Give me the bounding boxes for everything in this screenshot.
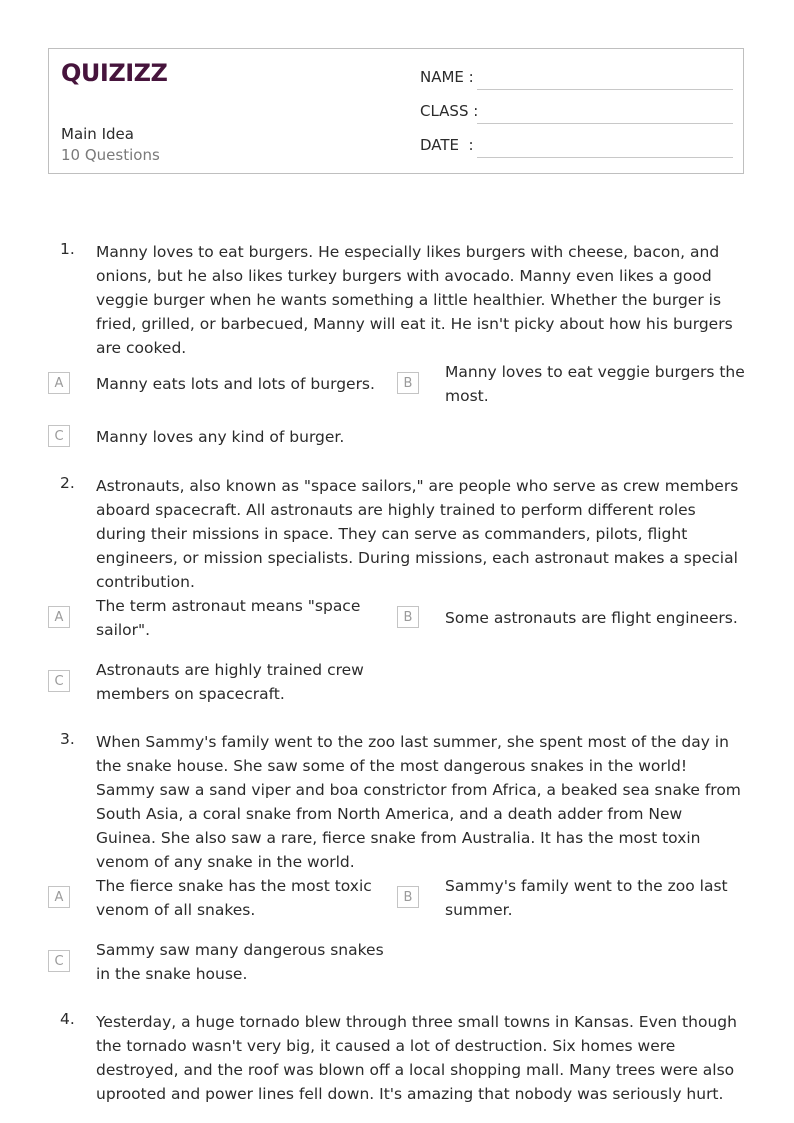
question-number: 1. xyxy=(60,240,75,258)
question-text: Astronauts, also known as "space sailors," are people who serve as crew members aboard spacecraft. All astronauts are highly trained to perform different roles during their missions in space. They can serve as commanders, pilots, flight engineers, or mission specialists. During missions, each astronaut makes a special contribution. xyxy=(96,477,739,591)
date-label: DATE : xyxy=(420,136,474,154)
option-b-text[interactable]: Manny loves to eat veggie burgers the most. xyxy=(445,363,745,405)
question-text: When Sammy's family went to the zoo last summer, she spent most of the day in the snake house. She saw some of the most dangerous snakes in the world! Sammy saw a sand viper and boa constrictor from Africa, a beaked sea snake from South Asia, a coral snake from North America, and a death adder from New Guinea. She also saw a rare, fierce snake from Australia. It has the most toxin venom of any snake in the world. xyxy=(96,733,741,871)
option-a-text[interactable]: The term astronaut means "space sailor". xyxy=(96,597,361,639)
class-label: CLASS : xyxy=(420,102,479,120)
option-c-text[interactable]: Sammy saw many dangerous snakes in the snake house. xyxy=(96,941,384,983)
option-c-box[interactable]: C xyxy=(48,425,70,447)
question-text: Yesterday, a huge tornado blew through three small towns in Kansas. Even though the tornado wasn't very big, it caused a lot of destruction. Six homes were destroyed, and the roof was blown off a local shopping mall. Many trees were also uprooted and power lines fell down. It's amazing that nobody was seriously hurt. xyxy=(96,1013,737,1103)
worksheet-title: Main Idea xyxy=(61,125,134,143)
option-b-text[interactable]: Sammy's family went to the zoo last summer. xyxy=(445,877,728,919)
option-b-box[interactable]: B xyxy=(397,886,419,908)
option-a-box[interactable]: A xyxy=(48,372,70,394)
option-b-box[interactable]: B xyxy=(397,372,419,394)
question-number: 2. xyxy=(60,474,75,492)
option-c-box[interactable]: C xyxy=(48,950,70,972)
class-field[interactable] xyxy=(477,123,733,124)
name-field[interactable] xyxy=(477,89,733,90)
question-count: 10 Questions xyxy=(61,146,160,164)
option-c-text[interactable]: Astronauts are highly trained crew members on spacecraft. xyxy=(96,661,364,703)
option-a-text[interactable]: The fierce snake has the most toxic venom of all snakes. xyxy=(96,877,372,919)
date-field[interactable] xyxy=(477,157,733,158)
quizizz-logo: QUIZIZZ xyxy=(61,59,168,87)
worksheet-header xyxy=(48,48,744,174)
option-c-box[interactable]: C xyxy=(48,670,70,692)
option-a-text[interactable]: Manny eats lots and lots of burgers. xyxy=(96,375,375,393)
option-a-box[interactable]: A xyxy=(48,606,70,628)
question-number: 3. xyxy=(60,730,75,748)
option-a-box[interactable]: A xyxy=(48,886,70,908)
option-b-box[interactable]: B xyxy=(397,606,419,628)
option-b-text[interactable]: Some astronauts are flight engineers. xyxy=(445,609,738,627)
question-number: 4. xyxy=(60,1010,75,1028)
name-label: NAME : xyxy=(420,68,474,86)
option-c-text[interactable]: Manny loves any kind of burger. xyxy=(96,428,345,446)
question-text: Manny loves to eat burgers. He especially likes burgers with cheese, bacon, and onions, but he also likes turkey burgers with avocado. Manny even likes a good veggie burger when he wants something a little healthier. Whether the burger is fried, grilled, or barbecued, Manny will eat it. He isn't picky about how his burgers are cooked. xyxy=(96,243,733,357)
